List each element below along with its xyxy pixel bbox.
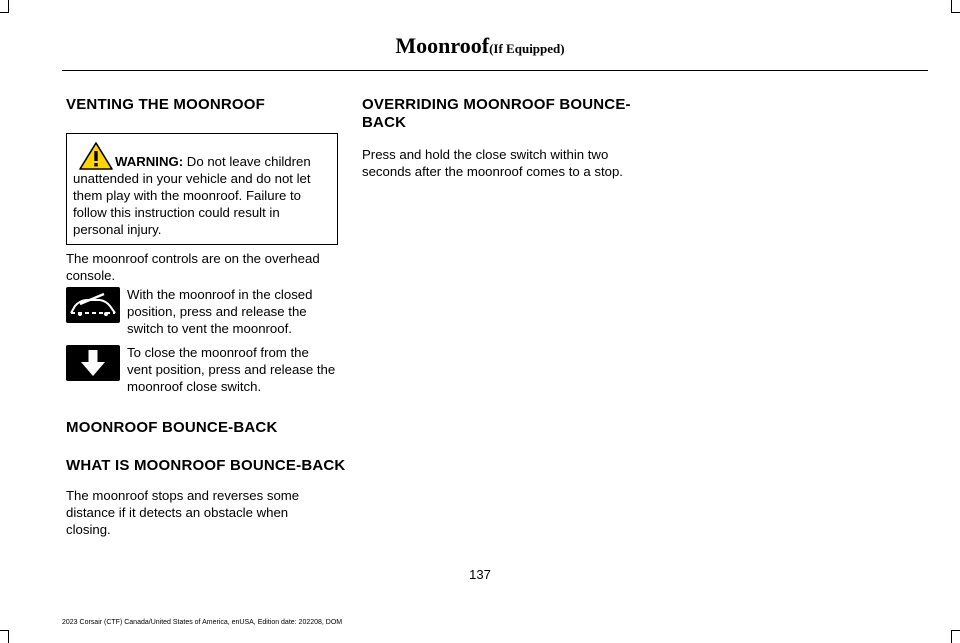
page-title-main: Moonroof [395, 33, 490, 58]
warning-triangle-icon [79, 142, 113, 170]
crop-mark [0, 630, 9, 631]
arrow-down-icon [66, 345, 120, 381]
crop-mark [8, 631, 9, 643]
crop-mark [951, 0, 952, 12]
bounce-back-heading: MOONROOF BOUNCE-BACK [66, 419, 278, 436]
crop-mark [951, 630, 960, 631]
footer-edition: 2023 Corsair (CTF) Canada/United States of America, enUSA, Edition date: 202208, DOM [62, 619, 343, 626]
arrow-down-icon-graphic [66, 345, 120, 381]
warning-label: WARNING: [115, 154, 184, 169]
override-heading: OVERRIDING MOONROOF BOUNCE-BACK [362, 96, 631, 131]
controls-location-text: The moonroof controls are on the overhead console. [66, 251, 320, 283]
warning-box [66, 133, 338, 245]
page-title-subtitle: (If Equipped) [489, 41, 565, 56]
bounce-back-body: The moonroof stops and reverses some distance if it detects an obstacle when closing. [66, 488, 300, 537]
venting-section [66, 96, 338, 114]
override-body: Press and hold the close switch within two seconds after the moonroof comes to a stop. [362, 147, 623, 179]
close-instruction-text: To close the moonroof from the vent position, press and release the moonroof close switch. [127, 345, 336, 394]
page-number: 137 [469, 567, 491, 582]
page-title [0, 33, 960, 59]
crop-mark [951, 631, 952, 643]
warning-text: Do not leave children unattended in your vehicle and do not let them play with the moonroof. Failure to follow this instruction could result in personal injury. [73, 154, 311, 237]
crop-mark [8, 0, 9, 12]
venting-heading: VENTING THE MOONROOF [66, 96, 265, 113]
crop-mark [0, 12, 9, 13]
moonroof-vent-icon [66, 287, 120, 323]
bounce-back-subheading: WHAT IS MOONROOF BOUNCE-BACK [66, 457, 346, 474]
override-section [362, 96, 642, 180]
crop-mark [951, 12, 960, 13]
moonroof-vent-icon-graphic [66, 287, 120, 323]
header-divider [62, 70, 928, 71]
vent-instruction-text: With the moonroof in the closed position, press and release the switch to vent the moonroof. [127, 287, 313, 336]
